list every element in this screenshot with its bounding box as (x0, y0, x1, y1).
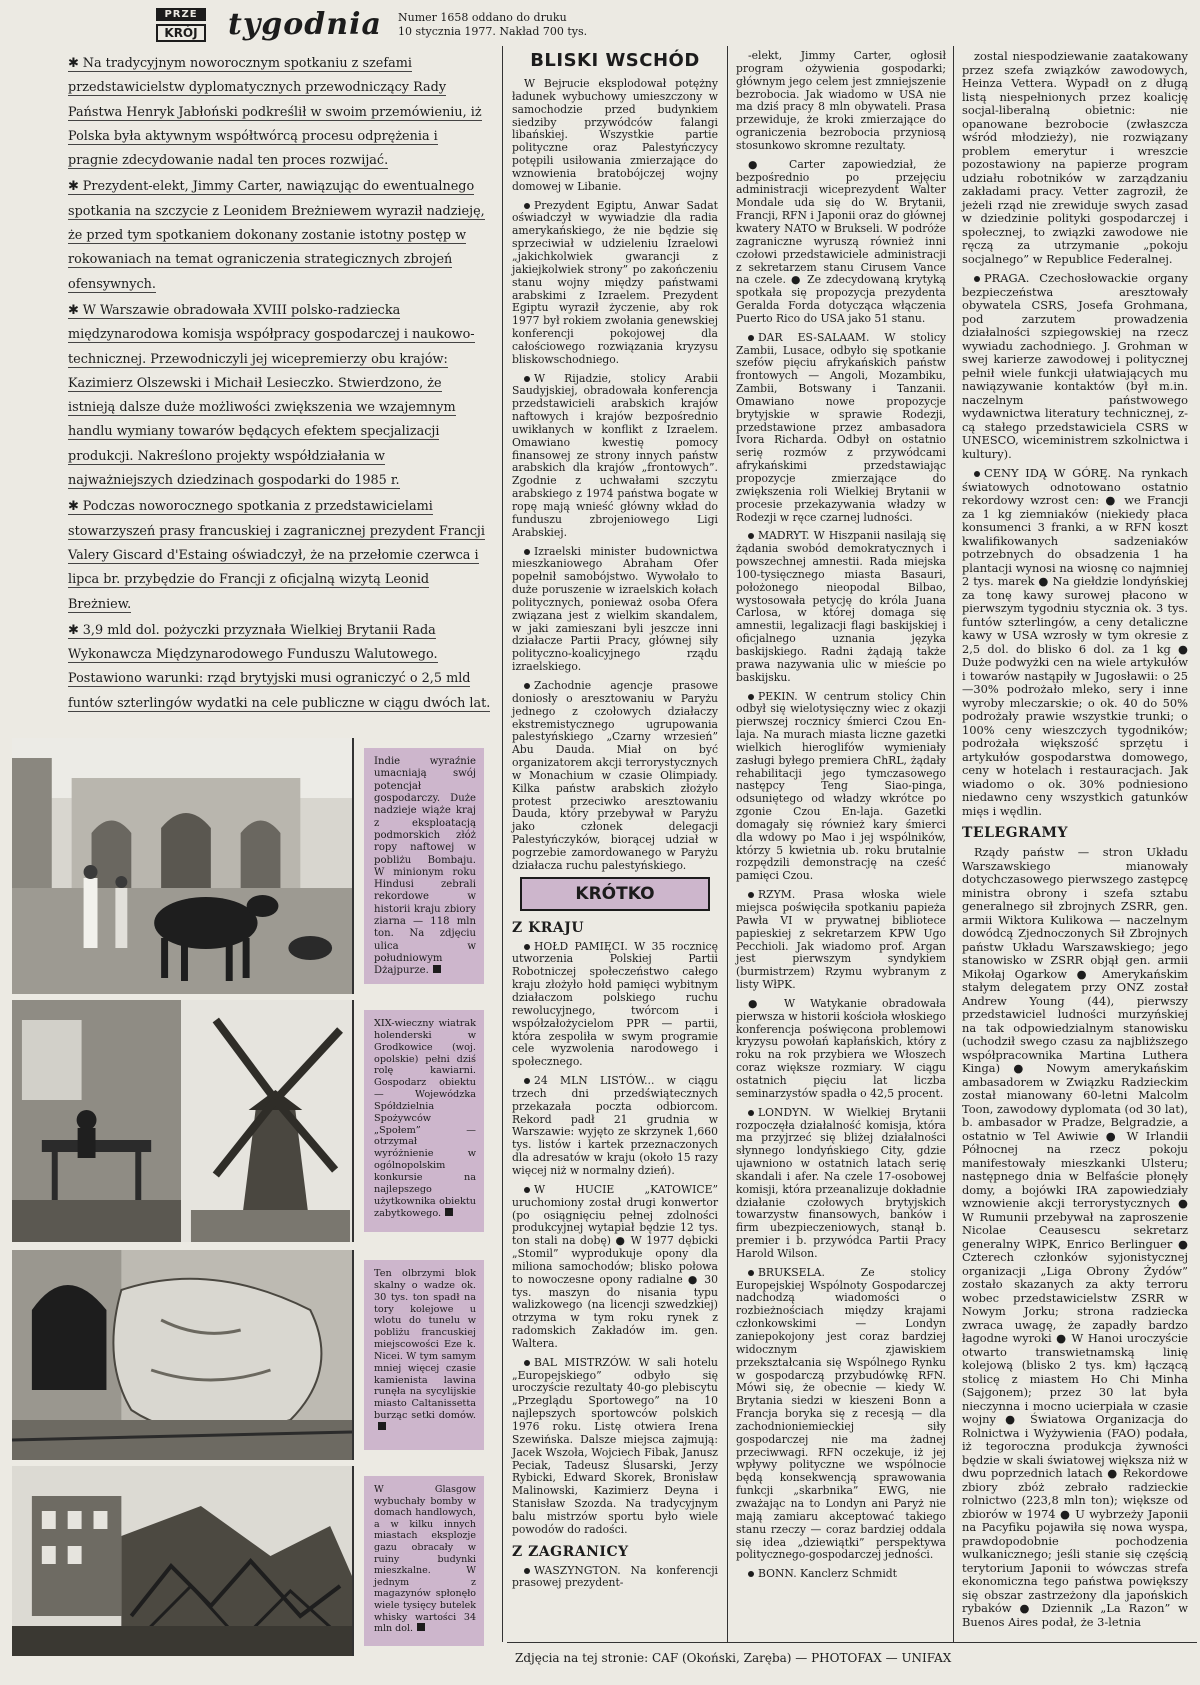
col3-paragraph: MADRYT. W Hiszpanii nasilają się żądania swobód demokratycznych i powszechnej amnestii. Rada miejska 100-tysięcznego miasta Basauri, położonego nieopodal Bilbao, wystosowała petycję do króla Juana Carlosa, w której domaga się amnestii, legalizacji flagi baskijskiej i oficjalnego uznania języka baskijskiego. Radni żądają także prawa nazywania ulic w mieście po baskijsku. (736, 529, 946, 684)
footer-rule (507, 1642, 1197, 1643)
subheading-z-zagranicy: Z ZAGRANICY (512, 1543, 629, 1560)
col3-paragraph: ● W Watykanie obradowała pierwsza w historii kościoła włoskiego konferencja poświęcona problemowi kryzysu powołań kapłańskich, który z roku na rok przybiera we Włoszech coraz większe rozmiary. W ciągu ostatnich pięciu lat liczba seminarzystów spadła o 42,5 procent. (736, 996, 946, 1100)
left-news-column (68, 52, 491, 716)
issue-info-line2: 10 stycznia 1977. Nakład 700 tys. (398, 25, 588, 38)
fourth-news-column (962, 50, 1188, 1629)
caption-glasgow: W Glasgow wybuchały bomby w domach handlowych, a w kilku innych miastach eksplozje gazu obracały w ruiny budynki mieszkalne. W jednym z magazynów spłonęło wiele tysięcy butelek whisky wartości 34 mln dol. (364, 1476, 484, 1646)
col3-paragraph: RZYM. Prasa włoska wiele miejsca poświęciła spotkaniu papieża Pawła VI w prywatnej bibliotece papieskiej z sekretarzem KPW Ugo Pecchioli. Jak wiadomo prof. Argan jest pierwszym syndykiem (burmistrzem) Rzymu wybranym z listy WłPK. (736, 888, 946, 992)
col3-paragraph: PEKIN. W centrum stolicy Chin odbył się wielotysięczny wiec z okazji pierwszej rocznicy śmierci Czou En-laja. Na murach miasta liczne gazetki wielkich hieroglifów wymieniały zasługi byłego premiera ChRL, żądały rehabilitacji jego tymczasowego następcy Teng Siao-pinga, odsuniętego od władzy wkrótce po zgonie Czou En-laja. Gazetki domagały się również kary śmierci dla wdowy po Mao i jej wspólników, którzy 5 kwietnia ub. roku brutalnie rozpędzili demonstrację na cześć pamięci Czou. (736, 689, 946, 883)
left-paragraph: ✱ Podczas noworocznego spotkania z przedstawicielami stowarzyszeń prasy francuskiej i zagranicznej prezydent Francji Valery Giscard d'Estaing oświadczył, że na przełomie czerwca i lipca br. przybędzie do Francji z oficjalną wizytą Leonid Breżniew. (68, 499, 485, 612)
middle-paragraph: Zachodnie agencje prasowe doniosły o aresztowaniu w Paryżu jednego z czołowych działaczy ekstremistycznego ugrupowania palestyńskiego „Czarny wrzesień” Abu Dauda. Miał on być organizatorem akcji terrorystycznych w Monachium w czasie Olimpiady. Kilka państw arabskich złożyło protest przeciwko aresztowaniu Dauda, który przebywał w Paryżu jako członek delegacji Palestyńczyków, biorącej udział w pogrzebie zamordowanego w Paryżu działacza ruchu palestyńskiego. (512, 678, 718, 872)
india-street-image (12, 738, 352, 994)
issue-info-line1: Numer 1658 oddano do druku (398, 11, 567, 24)
bullet-icon (748, 533, 754, 539)
telegramy-paragraph: Rządy państw — stron Układu Warszawskiego mianowały dotychczasowego pierwszego zastępcę ministra obrony i szefa sztabu generalnego sił zbrojnych ZSRR, gen. armii Wiktora Kulikowa — naczelnym dowódcą Zjednoczonych Sił Zbrojnych państw Układu Warszawskiego; jego stanowisko w ZSRR objął gen. armii Mikołaj Ogarkow ● Amerykańskim stałym delegatem przy ONZ został Andrew Young (44), pierwszy przedstawiciel ludności murzyńskiej na tak odpowiedzialnym stanowisku (uchodził swego czasu za najbliższego współpracownika Martina Luthera Kinga) ● Nowym amerykańskim ambasadorem w Związku Radzieckim został mianowany 60-letni Malcolm Toon, zawodowy dyplomata (od 30 lat), b. ambasador w Pradze, Belgradzie, a ostatnio w Tel Awiwie ● W Irlandii Północnej na rzecz pokoju manifestowały mieszkanki Ulsteru; następnego dnia w Belfaście płonęły domy, a bojówki IRA zapowiedziały wznowienie akcji terrorystycznych ● W Rumunii przebywał na zaproszenie Nicolae Ceausescu sekretarz generalny WłPK, Enrico Berlinguer ● Czterech członków syjonistycznej organizacji „Liga Obrony Żydów” zostało skazanych za akty terroru wobec przedstawicielstw ZSRR w Nowym Jorku; strona radziecka zwraca uwagę, że zapadły bardzo łagodne wyroki ● W Hanoi uroczyście otwarto transwietnamską linię kolejową (blisko 2 tys. km) łączącą stolicę z miastem Ho Chi Minha (Sajgonem); przez 30 lat była nieczynna i mocno ucierpiała w czasie wojny ● Światowa Organizacja do Rolnictwa i Wyżywienia (FAO) podała, iż tegoroczna produkcja żywności będzie w skali światowej większa niż w dwu poprzednich latach ● Rekordowe zbiory zbóż zebrało radzieckie rolnictwo (223,8 mln ton); większe od zbiorów w 1974 ● U wybrzeży Japonii na Pacyfiku pojawiła się nowa wyspa, prawdopodobnie pochodzenia wulkanicznego; jeśli stanie się częścią terytorium Japonii to wówczas strefa ekonomiczna tego państwa powiększy się obszar zastrzeżony dla japońskich rybaków ● Dziennik „La Razon” w Buenos Aires podał, że 3-letnia (962, 845, 1188, 1629)
caption-rockfall: Ten olbrzymi blok skalny o wadze ok. 30 tys. ton spadł na tory kolejowe u wlotu do tunelu w pobliżu francuskiej miejscowości Eze k. Nicei. W tym samym mniej więcej czasie kamienista lawina runęła na sycylijskie miasto Caltanissetta burząc setki domów. (364, 1260, 484, 1450)
middle-paragraph: Izraelski minister budownictwa mieszkaniowego Abraham Ofer popełnił samobójstwo. Wywołało to duże poruszenie w izraelskich kołach politycznych, ponieważ osoba Ofera związana jest z wielkim skandalem, w jaki zamieszani byli jeszcze inni działacze Partii Pracy, głównej siły polityczno-koalicyjnego rządu izraelskiego. (512, 544, 718, 674)
bullet-icon (748, 1110, 754, 1116)
left-paragraph: ✱ Prezydent-elekt, Jimmy Carter, nawiązując do ewentualnego spotkania na szczycie z Leonidem Breżniewem wyraził nadzieję, że przed tym spotkaniem dokonany zostanie istotny postęp w rokowaniach na temat ograniczenia strategicznych zbrojeń ofensywnych. (68, 179, 485, 292)
bullet-icon (748, 694, 754, 700)
kraj-paragraph: BAL MISTRZÓW. W sali hotelu „Europejskiego” odbyło się uroczyście rezultaty 40-go plebiscytu „Przeglądu Sportowego” na 10 najlepszych sportowców polskich 1976 roku. Listę otwiera Irena Szewińska. Dalsze miejsca zajmują: Jacek Wszoła, Wojciech Fibak, Janusz Peciak, Tadeusz Ślusarski, Jerzy Rybicki, Edward Skorek, Bronisław Malinowski, Kazimierz Deyna i Stanisław Szozda. Na tradycyjnym balu mistrzów sportu było wiele powodów do radości. (512, 1355, 718, 1536)
col4-paragraph: CENY IDĄ W GÓRĘ. Na rynkach światowych odnotowano ostatnio rekordowy wzrost cen: ● we Francji za 1 kg ziemniaków (niekiedy płaca konsumenci 3 franki, a w RFN koszt kwalifikowanych sadzeniaków potrzebnych do obsadzenia 1 ha plantacji wynosi na wiosnę co najmniej 2 tys. marek ● Na giełdzie londyńskiej za tonę kawy surowej płacono w pierwszym tygodniu stycznia ok. 3 tys. funtów szterlingów, a ceny detaliczne kawy w USA wzrosły w tym okresie z 2,5 dol. do blisko 6 dol. za 1 kg ● Duże podwyżki cen na wiele artykułów i towarów nastąpiły w Jugosławii: o 25—30% podrożało mleko, sery i inne wyroby mleczarskie; o ok. 40 do 50% podrożały prawie wszystkie trunki; o 100% ceny wieszczych tygodników; podrożała większość sprzętu i artykułów gospodarstwa domowego, ceny w hotelach i restauracjach. Jak wiadomo o ok. 30% podniesiono niedawno ceny wszystkich gatunków mięs i wędlin. (962, 466, 1188, 818)
caption-end-marker (378, 1422, 386, 1430)
photo-india-street (12, 738, 354, 994)
masthead-title: tygodnia (228, 7, 382, 42)
middle-paragraph: W Rijadzie, stolicy Arabii Saudyjskiej, obradowała konferencja przedstawicieli arabskich krajów naftowych i krajów bezpośrednio uwikłanych w konflikt z Izraelem. Omawiano kwestię pomocy finansowej ze strony innych państw arabskich dla krajów „frontowych”. Zgodnie z uchwałami szczytu arabskiego z 1974 państwa bogate w ropę mają wnieść główny wkład do funduszu zbrojeniowego Ligi Arabskiej. (512, 371, 718, 539)
col4-paragraph: zostal niespodziewanie zaatakowany przez szefa związków zawodowych, Heinza Vettera. Wypadł on z długą listą niespełnionych przez koalicję socjal-liberalną obietnic: nie opanowane bezrobocie (zwłaszcza wśród młodzieży), nie rozwiązany problem emerytur i wreszcie pozostawiony na papierze program udziału robotników w zarządzaniu zakładami pracy. Vetter zagroził, że jeżeli rząd nie zrewiduje swych zasad w dziedzinie polityki gospodarczej i społecznej, to związki zawodowe nie ręczą za utrzymanie „pokoju socjalnego” w Republice Federalnej. (962, 49, 1188, 266)
caption-end-marker (433, 965, 441, 973)
masthead (148, 8, 618, 42)
left-paragraph: ✱ W Warszawie obradowała XVIII polsko-radziecka międzynarodowa komisja współpracy gospodarczej i naukowo-technicznej. Przewodniczyli jej wicepremierzy obu krajów: Kazimierz Olszewski i Michaił Lesieczko. Stwierdzono, że istnieją dalsze duże możliwości zwiększenia we wzajemnym handlu wymiany towarów będących efektem specjalizacji produkcji. Nakreślono projekty współdziałania w najważniejszych dziedzinach gospodarki do 1985 r. (68, 302, 475, 489)
glasgow-ruins-image (12, 1466, 352, 1656)
zagranica-paragraph: WASZYNGTON. Na konferencji prasowej prezydent- (512, 1563, 718, 1590)
left-paragraph: ✱ 3,9 mld dol. pożyczki przyznała Wielkiej Brytanii Rada Wykonawcza Międzynarodowego Funduszu Walutowego. Postawiono warunki: rząd brytyjski musi ograniczyć o 2,5 mld funtów szterlingów wydatki na cele publiczne w ciągu dwóch lat. (68, 622, 491, 711)
bullet-icon (748, 1270, 754, 1276)
middle-news-column (512, 50, 718, 1590)
photo-rockfall (12, 1250, 354, 1460)
section-title-bliski-wschod: BLISKI WSCHÓD (530, 50, 700, 71)
column-rule-2 (727, 46, 728, 1642)
subheading-z-kraju: Z KRAJU (512, 919, 585, 936)
photo-row-india (12, 738, 490, 994)
left-paragraph: ✱ Na tradycyjnym noworocznym spotkaniu z szefami przedstawicielstw dyplomatycznych przewodniczący Rady Państwa Henryk Jabłoński podkreślił w swoim przemówieniu, iż Polska była aktywnym współtwórcą procesu odprężenia i pragnie zdecydowanie nadal ten proces rozwijać. (68, 56, 482, 169)
bullet-icon (524, 683, 530, 689)
bullet-icon (974, 471, 980, 477)
middle-paragraph: Prezydent Egiptu, Anwar Sadat oświadczył w wywiadzie dla radia amerykańskiego, że nie będzie się sprzeciwiał w udzieleniu Izraelowi „jakichkolwiek gwarancji z jakiejkolwiek strony” po zakończeniu stanu wojny między państwami arabskimi z Izraelem. Prezydent Egiptu wyraził życzenie, aby rok 1977 był rokiem zwołania genewskiej konferencji pokojowej dla całościowego rozwiązania kryzysu bliskowschodniego. (512, 198, 718, 366)
middle-paragraph: W Bejrucie eksplodował potężny ładunek wybuchowy umieszczony w samochodzie przed budynkiem siedziby przywódców falangi libańskiej. Wszystkie partie polityczne oraz Palestyńczycy potępili usiłowania zmierzające do wznowienia bratobójczej wojny domowej w Libanie. (512, 77, 718, 193)
section-title-telegramy: TELEGRAMY (962, 825, 1069, 841)
col3-paragraph: LONDYN. W Wielkiej Brytanii rozpoczęła działalność komisja, która ma przyjrzeć się bliżej działalności słynnego londyńskiego City, gdzie ujawniono w ostatnich latach serię skandali i afer. Na czele 17-osobowej komisji, która przeanalizuje dokładnie działanie czołowych brytyjskich towarzystw finansowych, banków i firm ubezpieczeniowych, stanął b. premier i b. przywódca Partii Pracy Harold Wilson. (736, 1105, 946, 1260)
section-title-krotko: KRÓTKO (520, 877, 710, 911)
bullet-icon (524, 549, 530, 555)
kraj-paragraph: W HUCIE „KATOWICE” uruchomiony został drugi konwertor (po osiągnięciu pełnej zdolności produkcyjnej wytapiał będzie 12 tys. ton stali na dobę) ● W 1977 dębicki „Stomil” wyprodukuje opony dla miliona samochodów; blisko połowa to nowoczesne opony radialne ● 30 tys. maszyn do nisania typu walizkowego (na licencji szwedzkiej) otrzyma w tym roku rynek z radomskich Zakładów im. gen. Waltera. (512, 1182, 718, 1350)
col3-paragraph: BRUKSELA. Ze stolicy Europejskiej Wspólnoty Gospodarczej nadchodzą wiadomości o rozbieżnościach między krajami członkowskimi — Londyn zaniepokojony jest coraz bardziej widocznym zjawiskiem przekształcania się Wspólnego Rynku w gospodarczą przybudówkę RFN. Mówi się, że obecnie — kiedy W. Brytania siedzi w kieszeni Bonn a Francja boryka się z recesją — dla zachodnioniemieckiej siły gospodarczej nie ma żadnej przeciwwagi. RFN oczekuje, iż jej wpływy polityczne we wspólnocie będą konsekwencją sprawowania funkcji „skarbnika” EWG, nie zważając na to Londyn ani Paryż nie mają zamiaru akceptować takiego stanu rzeczy — coraz bardziej oddala się idea „dziewiątki” perspektywa politycznego-gospodarczej jedności. (736, 1265, 946, 1562)
bullet-icon (524, 1187, 530, 1193)
bullet-icon (524, 376, 530, 382)
bullet-icon (748, 335, 754, 341)
bullet-icon (524, 203, 530, 209)
bullet-icon (524, 1078, 530, 1084)
column-rule-3 (953, 46, 954, 1642)
bullet-icon (974, 276, 980, 282)
caption-end-marker (417, 1623, 425, 1631)
col4-paragraph: PRAGA. Czechosłowackie organy bezpieczeństwa aresztowały obywatela CSRS, Josefa Grohmana, pod zarzutem prowadzenia działalności szpiegowskiej na rzecz wywiadu zachodniego. J. Grohman w swej karierze zawodowej i politycznej pełnił wiele funkcji ułatwiających mu nawiązywanie kontaktów (był m.in. naczelnym państwowego wydawnictwa literatury technicznej, z-cą stałego przedstawiciela CSRS w UNESCO, wiceministrem szkolnictwa i kultury). (962, 271, 1188, 461)
rockfall-image (12, 1250, 352, 1460)
logo-bottom-text: KRÓJ (156, 24, 206, 42)
col3-paragraph: BONN. Kanclerz Schmidt (736, 1568, 946, 1581)
col3-paragraph: -elekt, Jimmy Carter, ogłosił program ożywienia gospodarki; głównym jego celem jest zmniejszenie bezrobocia. Jak wiadomo w USA nie ma dziś pracy 8 mln obywateli. Prasa przewiduje, że kroki zmierzające do ograniczenia bezrobocia przyniosą stosunkowo skromne rezultaty. (736, 49, 946, 152)
photo-row-glasgow (12, 1466, 490, 1656)
photo-glasgow-ruins (12, 1466, 354, 1656)
third-news-column (736, 50, 946, 1581)
column-rule-1 (502, 46, 503, 1642)
photo-row-windmill (12, 1000, 490, 1242)
caption-end-marker (445, 1208, 453, 1216)
photo-credits: Zdjęcia na tej stronie: CAF (Okoński, Zaręba) — PHOTOFAX — UNIFAX (515, 1651, 952, 1665)
bullet-icon (748, 1571, 754, 1577)
col3-paragraph: ● Carter zapowiedział, że bezpośrednio po przejęciu administracji wiceprezydent Walter Mondale uda się do W. Brytanii, Francji, RFN i Japonii oraz do głównej kwatery NATO w Brukseli. W podróże zagraniczne wyruszą również inni czołowi przedstawiciele administracji z sekretarzem stanu Cirusem Vance na czele. ● Ze zdecydowaną krytyką spotkała się propozycja prezydenta Geralda Forda dotycząca włączenia Puerto Rico do USA jako 51 stanu. (736, 157, 946, 325)
photo-row-rockfall (12, 1250, 490, 1460)
kraj-paragraph: HOŁD PAMIĘCI. W 35 rocznicę utworzenia Polskiej Partii Robotniczej społeczeństwo całego kraju złożyło hołd pamięci wybitnym działaczom polskiego ruchu rewolucyjnego, twórcom i współzałożycielom PPR — partii, która zespoliła w swym programie cele wyzwolenia narodowego i społecznego. (512, 939, 718, 1069)
caption-windmill: XIX-wieczny wiatrak holenderski w Grodkowice (woj. opolskie) pełni dziś rolę kawiarni. Gospodarz obiektu — Wojewódzka Spółdzielnia Spożywców „Społem” — otrzymał wyróżnienie w ogólnopolskim konkursie na najlepszego użytkownika obiektu zabytkowego. (364, 1010, 484, 1232)
logo-top-text: PRZE (156, 8, 206, 21)
bullet-icon (748, 892, 754, 898)
windmill-image (12, 1000, 352, 1242)
kraj-paragraph: 24 MLN LISTÓW... w ciągu trzech dni przedświątecznych przekazała poczta odbiorcom. Rekord padł 21 grudnia w Warszawie: wyjęto ze skrzynek 1,660 tys. listów i kartek przeznaczonych dla adresatów w kraju (około 15 razy więcej niż w normalny dzień). (512, 1074, 718, 1177)
bullet-icon (524, 1360, 530, 1366)
photo-windmill (12, 1000, 354, 1242)
col3-paragraph: DAR ES-SALAAM. W stolicy Zambii, Lusace, odbyło się spotkanie szefów pięciu afrykańskich państw frontowych — Angoli, Mozambiku, Zambii, Botswany i Tanzanii. Omawiano nowe propozycje brytyjskie w sprawie Rodezji, przedstawione przez ambasadora Ivora Richarda. Odbył on ostatnio serię rozmów z przywódcami afrykańskimi przedstawiając propozycje zmierzające do zwiększenia roli Wielkiej Brytanii w procesie przekazywania władzy w Rodezji w ręce czarnej ludności. (736, 330, 946, 524)
issue-info (398, 11, 587, 39)
bullet-icon (524, 1568, 530, 1574)
caption-india: Indie wyraźnie umacniają swój potencjał gospodarczy. Duże nadzieje wiąże kraj z eksploatacją podmorskich złóż ropy naftowej w pobliżu Bombaju. W minionym roku Hindusi zebrali rekordowe w historii kraju zbiory ziarna — 118 mln ton. Na zdjęciu ulica w południowym Dżajpurze. (364, 748, 484, 984)
przekroj-logo (148, 8, 216, 42)
bullet-icon (524, 944, 530, 950)
